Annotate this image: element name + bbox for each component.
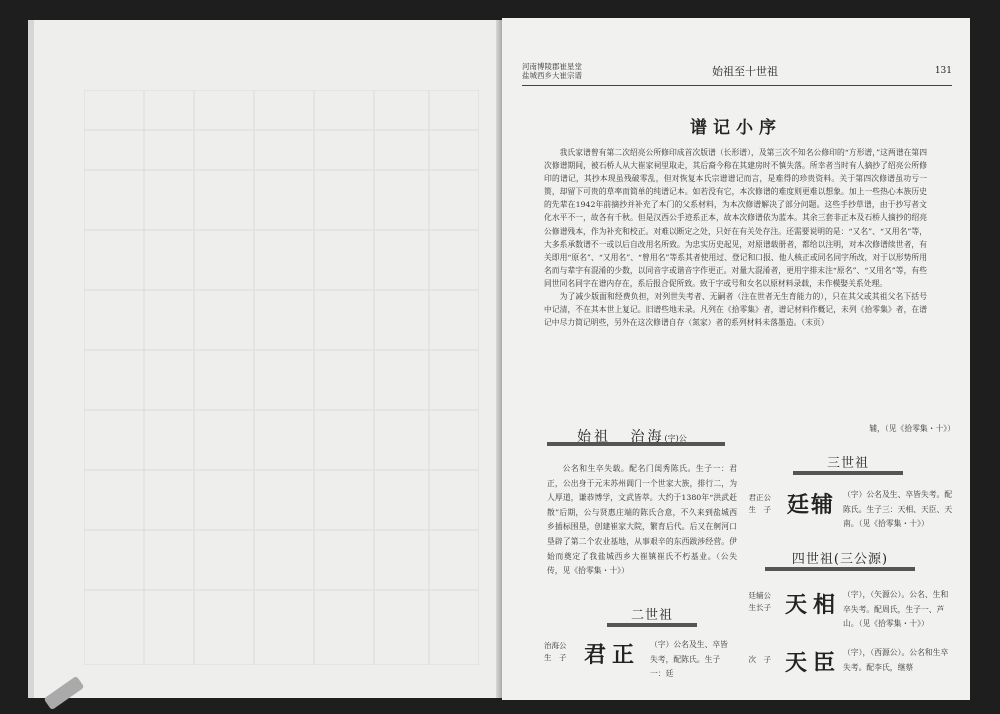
gen4-name-1: 天相	[785, 593, 842, 618]
left-page	[28, 20, 506, 698]
progenitor-heading: 始祖 治海(字)公	[547, 426, 725, 446]
gen4-parent-label: 廷辅公 生长子	[748, 591, 771, 612]
progenitor-bio: 公名和生卒失载。配名门闺秀陈氏。生子一：君正，公出身于元末苏州阊门一个世家大族，排行二，为人厚道，谦恭博学，文武皆萃。大约于1380年“洪武赶散”后期，公与贤惠庄端的陈氏合意，不久来到盐城西乡插标围垦，创建崔家大院，繁育后代。后又在舸河口垦辟了第二个农业基地，从事艰辛的东西跋涉经营。伊始而奠定了我盐城西乡大崔镇崔氏不朽基业。（公失传，见《拾零集・十》）	[547, 464, 737, 576]
gen4-name-2: 天臣	[785, 651, 842, 676]
header-org: 河南博陵郡崔星堂 盐城西乡大崔宗谱	[522, 62, 582, 80]
right-page	[502, 18, 970, 700]
gen2-heading: 二世祖	[607, 604, 697, 627]
bleed-through-table	[84, 90, 479, 665]
page-number: 131	[934, 66, 952, 76]
preface-body	[544, 146, 927, 329]
gen2-desc: （字）公名及生、卒皆失考，配陈氏。生子一：廷	[650, 640, 728, 679]
gen4-second-son-label: 次 子	[748, 655, 771, 664]
open-book	[18, 14, 980, 702]
gen4-heading: 四世祖(三公源)	[765, 548, 915, 571]
preface-paragraph-1: 我氏家谱曾有第二次绍亮公所修印成首次版谱（长形谱），及第三次不知名公修印的“方形谱，”这两谱在第四次修谱期间，被石桥人从大崔家祠里取走，其后裔今称在其建房时不慎失落。所幸者当时有人摘抄了绍亮公所修印的谱记，其抄本现虽残破零乱，但对恢复本氏宗谱谱记而言，是难得的珍贵资料。关于第四次修谱虽功亏一篑，却留下可贵的草率而简单的纯谱记本。如若没有它，本次修谱的难度则更难以想象。加上一些热心本族历史的先辈在1942年前摘抄并补充了本门的父系材料，为本次修谱解决了部分问题。这些手抄草谱，由于抄写者文化水平不一，故各有千秋。但是汉西公手迹系正本，故本次修谱依为蓝本。其余三套非正本及石桥人摘抄的绍亮公修谱残本，作为补充和校正。对难以断定之处，只好在有关处存注。还需要说明的是：“又名”、“又用名”等，大多系承数谱不一或以后自改用名所致。为忠实历史起见，对原谱载册者，都给以注明，对本次修谱续世者，有关即用“原名”、“又用名”、“曾用名”等系其者使用过、登记和口报、他人核正或同名同字所改，对于以形势所用名而与辈字有混淆的少数，以同音字或谐音字作更正。对量大混淆者，更用字排末注“原名”、“又用名”等，有些同世同名同字在谱内存在，系后报合促所致。致于字或号和女名以原材料录载，未作模娶关系处理。	[544, 148, 927, 288]
gen3-carry-over: 辅，（见《拾零集・十》）	[869, 424, 955, 433]
gen2-parent-label: 治海公 生 子	[544, 641, 567, 662]
gen3-parent-label: 君正公 生 子	[748, 493, 771, 514]
gen3-name: 廷辅	[787, 493, 836, 518]
gen3-desc: （字）公名及生、卒皆失考。配陈氏。生子三：天相、天臣、天南。（见《拾零集・十》）	[843, 490, 953, 529]
preface-paragraph-2: 为了减少版面和经费负担，对列世失考者、无嗣者（注在世者无生育能力的），只在其父或其祖父名下括号中记清，不在其本世上复记。旧谱些地未录。凡列在《拾零集》者，谱记材料作概记，未列《拾零集》者，在谱记中尽力简记明些，另外在这次修谱自存（氮家）者的系列材料未落墨造。（末页）	[544, 292, 927, 328]
gen3-heading: 三世祖	[793, 452, 903, 475]
gen2-name: 君正	[584, 643, 641, 668]
gen4-desc-2: （字），（西源公）。公名和生卒失考。配李氏，继蔡	[843, 648, 949, 672]
header-section-title: 始祖至十世祖	[712, 65, 778, 78]
running-header	[522, 58, 952, 86]
preface-title: 谱记小序	[690, 118, 782, 138]
right-column	[735, 422, 960, 700]
gen4-desc-1: （字），（矢源公）。公名、生和卒失考。配周氏，生子一、芦山。（见《拾零集・十》）	[843, 590, 949, 629]
left-column	[547, 422, 737, 623]
